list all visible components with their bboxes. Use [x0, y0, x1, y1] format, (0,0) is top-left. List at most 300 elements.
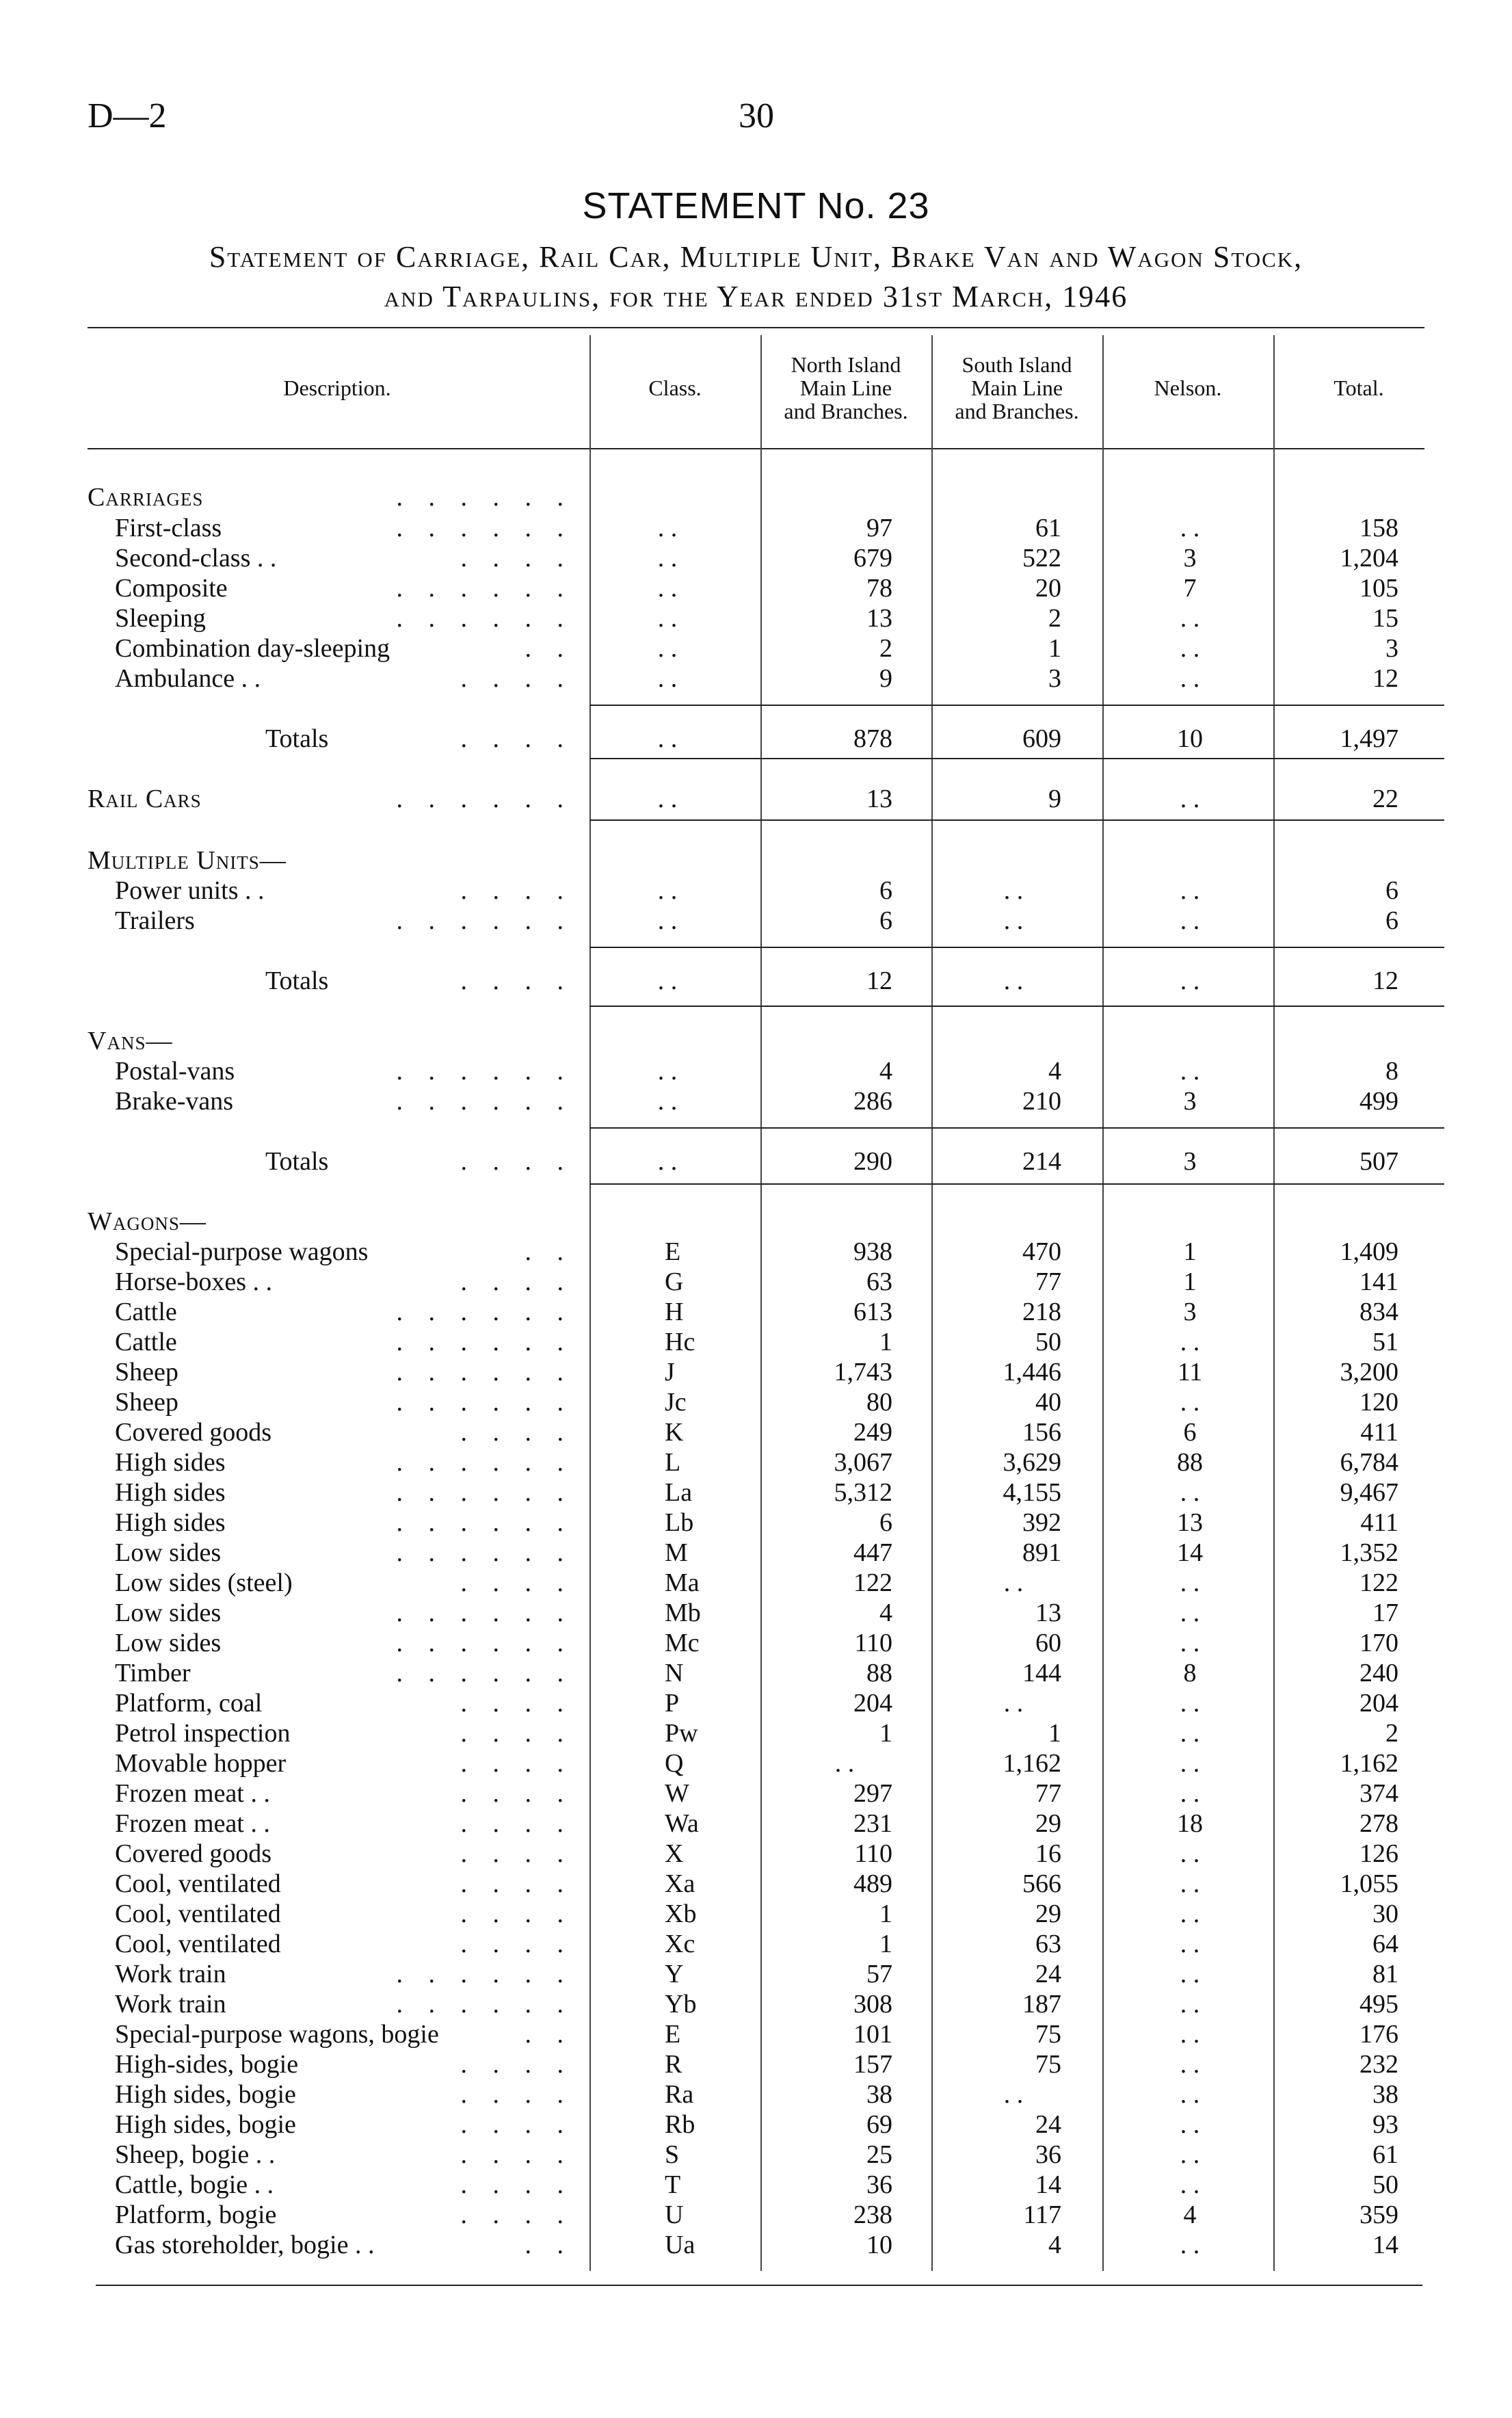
table-row	[0, 1748, 1512, 1778]
table-row	[0, 2110, 1512, 2140]
row-description: Covered goods	[115, 1839, 272, 1868]
table-row	[0, 1959, 1512, 1989]
row-class: Lb	[665, 1508, 694, 1537]
row-description: Trailers	[115, 906, 195, 935]
cell-north-island: 13	[866, 604, 892, 633]
row-description: Cattle	[115, 1298, 177, 1326]
cell-total: 499	[1360, 1087, 1398, 1116]
cell-north-island: 69	[866, 2110, 892, 2139]
row-description: Cattle	[115, 1328, 177, 1356]
row-leader-dots: . . . . . .	[396, 574, 573, 603]
cell-north-island: 1	[879, 1719, 892, 1748]
row-description: Power units . .	[115, 876, 265, 905]
row-class: Pw	[665, 1719, 698, 1748]
table-row	[0, 603, 1512, 633]
row-class: Q	[665, 1749, 684, 1778]
row-class: Y	[665, 1960, 684, 1988]
table-row	[0, 1056, 1512, 1086]
row-leader-dots: . . . .	[460, 1689, 573, 1718]
table-row	[0, 906, 1512, 936]
cell-south-island: 24	[1035, 2110, 1061, 2139]
row-description: Cool, ventilated	[115, 1869, 281, 1898]
cell-total: 507	[1360, 1147, 1398, 1176]
cell-north-island: 110	[854, 1839, 892, 1868]
row-description: Low sides	[115, 1538, 222, 1567]
row-class: Rb	[665, 2110, 695, 2139]
cell-north-island: 80	[866, 1388, 892, 1417]
cell-south-island: 60	[1035, 1629, 1061, 1657]
cell-total: 6	[1385, 906, 1398, 935]
section-heading-row	[0, 1207, 1512, 1237]
row-leader-dots: . .	[525, 2020, 573, 2049]
row-description: Platform, bogie	[115, 2200, 277, 2229]
row-leader-dots: . . . . . .	[396, 1388, 573, 1417]
table-row	[0, 1929, 1512, 1959]
col-header-south-l1: South Island	[961, 352, 1072, 377]
row-class: . .	[657, 876, 678, 905]
cell-total: 278	[1360, 1809, 1398, 1838]
cell-south-island: 14	[1035, 2170, 1061, 2199]
cell-north-island: 489	[853, 1869, 892, 1898]
cell-nelson: 13	[1177, 1508, 1203, 1537]
cell-nelson: . .	[1180, 604, 1200, 633]
cell-total: 3,200	[1340, 1358, 1398, 1387]
cell-south-island: 75	[1035, 2020, 1061, 2049]
cell-south-island: 24	[1035, 1960, 1061, 1988]
row-leader-dots: . . . .	[460, 1568, 573, 1597]
table-row	[0, 1387, 1512, 1417]
row-class: G	[665, 1267, 684, 1296]
table-row	[0, 876, 1512, 906]
cell-nelson: 14	[1177, 1538, 1203, 1567]
cell-south-island: 4,155	[1003, 1478, 1061, 1507]
cell-total: 232	[1360, 2050, 1398, 2079]
row-class: . .	[657, 514, 678, 542]
cell-total: 120	[1360, 1388, 1398, 1417]
col-header-south-island	[931, 353, 1102, 423]
row-class: . .	[657, 1147, 678, 1176]
row-leader-dots: . . . .	[460, 724, 573, 753]
row-description: First-class	[115, 514, 222, 542]
cell-nelson: . .	[1180, 514, 1200, 542]
row-description: High sides	[115, 1478, 226, 1507]
row-description: Low sides (steel)	[115, 1568, 293, 1597]
cell-nelson: . .	[1180, 906, 1200, 935]
cell-south-island: . .	[1003, 876, 1024, 905]
table-row	[0, 513, 1512, 543]
row-class: E	[665, 1237, 681, 1266]
table-top-rule	[88, 327, 1424, 328]
cell-total: 1,055	[1340, 1869, 1398, 1898]
row-leader-dots: . . . .	[460, 1839, 573, 1868]
cell-total: 176	[1360, 2020, 1398, 2049]
row-leader-dots: . . . . . .	[396, 1328, 573, 1356]
row-leader-dots: . . . .	[460, 1869, 573, 1898]
cell-north-island: 38	[866, 2080, 892, 2109]
col-header-description: Description.	[283, 376, 391, 400]
row-class: T	[665, 2170, 681, 2199]
row-class: H	[665, 1298, 684, 1326]
table-row	[0, 2200, 1512, 2230]
col-header-class: Class.	[648, 376, 702, 400]
cell-nelson: 10	[1177, 724, 1203, 753]
row-description: Totals	[265, 1147, 329, 1176]
cell-nelson: 11	[1177, 1358, 1203, 1387]
cell-nelson: 7	[1183, 574, 1197, 603]
table-row	[0, 1839, 1512, 1869]
cell-total: 141	[1360, 1267, 1398, 1296]
cell-south-island: 63	[1035, 1930, 1061, 1958]
row-leader-dots: . . . . . .	[396, 1478, 573, 1507]
cell-total: 122	[1360, 1568, 1398, 1597]
col-header-north-island	[760, 353, 931, 423]
cell-nelson: . .	[1180, 1689, 1200, 1718]
cell-nelson: . .	[1180, 2080, 1200, 2109]
cell-north-island: 36	[866, 2170, 892, 2199]
table-row	[0, 1477, 1512, 1508]
table-row	[0, 543, 1512, 573]
row-leader-dots: . . . .	[460, 1749, 573, 1778]
cell-total: 170	[1360, 1629, 1398, 1657]
cell-total: 30	[1372, 1900, 1398, 1928]
cell-north-island: 4	[879, 1057, 892, 1086]
row-leader-dots: . .	[525, 634, 573, 663]
row-description: Ambulance . .	[115, 664, 261, 693]
row-description: Multiple Units—	[88, 846, 287, 875]
table-row	[0, 633, 1512, 663]
cell-total: 6,784	[1340, 1448, 1398, 1477]
section-heading-row	[0, 482, 1512, 512]
cell-south-island: 1	[1048, 1719, 1061, 1748]
cell-north-island: 231	[853, 1809, 892, 1838]
totals-row	[0, 1146, 1512, 1177]
row-leader-dots: . . . .	[460, 876, 573, 905]
cell-north-island: 249	[853, 1418, 892, 1447]
cell-nelson: . .	[1180, 1568, 1200, 1597]
cell-south-island: 156	[1022, 1418, 1061, 1447]
row-class: Mb	[665, 1599, 701, 1627]
row-description: Platform, coal	[115, 1689, 263, 1718]
row-leader-dots: . . . .	[460, 1267, 573, 1296]
cell-south-island: . .	[1003, 967, 1024, 995]
row-leader-dots: . . . .	[460, 2200, 573, 2229]
table-row	[0, 2079, 1512, 2110]
cell-total: 204	[1360, 1689, 1398, 1718]
cell-nelson: . .	[1180, 2020, 1200, 2049]
row-leader-dots: . . . .	[460, 2050, 573, 2079]
cell-total: 38	[1372, 2080, 1398, 2109]
cell-nelson: 88	[1177, 1448, 1203, 1477]
row-description: Low sides	[115, 1599, 222, 1627]
row-leader-dots: . . . .	[460, 2110, 573, 2139]
cell-nelson: 3	[1183, 1147, 1197, 1176]
table-row	[0, 1447, 1512, 1477]
row-description: Petrol inspection	[115, 1719, 291, 1748]
cell-north-island: . .	[834, 1749, 855, 1778]
cell-south-island: 77	[1035, 1779, 1061, 1808]
cell-nelson: 4	[1183, 2200, 1197, 2229]
cell-south-island: 1,446	[1003, 1358, 1061, 1387]
cell-north-island: 12	[866, 967, 892, 995]
cell-total: 1,162	[1340, 1749, 1398, 1778]
cell-nelson: 1	[1183, 1237, 1197, 1266]
row-description: Rail Cars	[88, 785, 202, 813]
row-description: Gas storeholder, bogie . .	[115, 2231, 375, 2259]
cell-total: 15	[1372, 604, 1398, 633]
cell-total: 1,204	[1340, 544, 1398, 573]
table-row	[0, 2170, 1512, 2200]
cell-nelson: 3	[1183, 1087, 1197, 1116]
cell-total: 64	[1372, 1930, 1398, 1958]
cell-nelson: . .	[1180, 785, 1200, 813]
row-leader-dots: . . . .	[460, 2140, 573, 2169]
cell-total: 3	[1385, 634, 1398, 663]
table-row	[0, 2019, 1512, 2049]
cell-north-island: 157	[853, 2050, 892, 2079]
row-class: E	[665, 2020, 681, 2049]
cell-nelson: . .	[1180, 1990, 1200, 2019]
row-class: . .	[657, 906, 678, 935]
cell-south-island: . .	[1003, 1568, 1024, 1597]
row-class: X	[665, 1839, 684, 1868]
cell-south-island: 16	[1035, 1839, 1061, 1868]
table-bottom-rule	[96, 2285, 1422, 2286]
row-class: Xa	[665, 1869, 695, 1898]
cell-south-island: 3,629	[1003, 1448, 1061, 1477]
cell-south-island: 187	[1022, 1990, 1061, 2019]
row-description: Sheep, bogie . .	[115, 2140, 276, 2169]
cell-nelson: . .	[1180, 1328, 1200, 1356]
cell-north-island: 25	[866, 2140, 892, 2169]
cell-total: 411	[1360, 1418, 1398, 1447]
cell-nelson: 8	[1183, 1659, 1197, 1687]
row-class: P	[665, 1689, 680, 1718]
row-class: L	[665, 1448, 681, 1477]
row-class: Wa	[665, 1809, 699, 1838]
table-row	[0, 1778, 1512, 1809]
row-leader-dots: . .	[525, 1237, 573, 1266]
cell-north-island: 88	[866, 1659, 892, 1687]
row-class: Jc	[665, 1388, 687, 1417]
cell-total: 240	[1360, 1659, 1398, 1687]
row-class: M	[665, 1538, 688, 1567]
row-class: Xc	[665, 1930, 695, 1958]
cell-north-island: 308	[853, 1990, 892, 2019]
cell-total: 105	[1360, 574, 1398, 603]
cell-north-island: 57	[866, 1960, 892, 1988]
cell-north-island: 878	[853, 724, 892, 753]
row-leader-dots: . . . . . .	[396, 1538, 573, 1567]
table-row	[0, 663, 1512, 694]
row-description: Totals	[265, 967, 329, 995]
cell-north-island: 1,743	[834, 1358, 892, 1387]
cell-south-island: 13	[1035, 1599, 1061, 1627]
cell-south-island: 1,162	[1003, 1749, 1061, 1778]
row-leader-dots: . . . . . .	[396, 906, 573, 935]
page-number: 30	[739, 96, 774, 135]
row-description: Frozen meat . .	[115, 1779, 270, 1808]
cell-nelson: . .	[1180, 2170, 1200, 2199]
cell-north-island: 10	[866, 2231, 892, 2259]
cell-nelson: . .	[1180, 1629, 1200, 1657]
row-class: La	[665, 1478, 693, 1507]
cell-south-island: 77	[1035, 1267, 1061, 1296]
cell-south-island: 29	[1035, 1809, 1061, 1838]
row-leader-dots: . . . .	[460, 1900, 573, 1928]
table-row	[0, 1688, 1512, 1718]
row-leader-dots: . .	[525, 2231, 573, 2259]
row-description: Cool, ventilated	[115, 1930, 281, 1958]
cell-nelson: . .	[1180, 1779, 1200, 1808]
row-leader-dots: . . . . . .	[396, 1629, 573, 1657]
row-leader-dots: . . . .	[460, 1418, 573, 1447]
cell-nelson: . .	[1180, 1749, 1200, 1778]
cell-nelson: . .	[1180, 1960, 1200, 1988]
cell-total: 158	[1360, 514, 1398, 542]
cell-south-island: 1	[1048, 634, 1061, 663]
cell-nelson: . .	[1180, 876, 1200, 905]
cell-south-island: 3	[1048, 664, 1061, 693]
header-bottom-rule	[88, 448, 1424, 449]
cell-total: 8	[1385, 1057, 1398, 1086]
cell-nelson: 1	[1183, 1267, 1197, 1296]
row-class: S	[665, 2140, 680, 2169]
row-description: Cool, ventilated	[115, 1900, 281, 1928]
totals-rule	[589, 819, 1444, 821]
cell-north-island: 6	[879, 876, 892, 905]
table-row	[0, 1297, 1512, 1327]
row-class: Hc	[665, 1328, 695, 1356]
table-row	[0, 2049, 1512, 2079]
cell-total: 17	[1372, 1599, 1398, 1627]
cell-nelson: . .	[1180, 2110, 1200, 2139]
cell-south-island: . .	[1003, 2080, 1024, 2109]
cell-nelson: 3	[1183, 544, 1197, 573]
col-header-north-l2: Main Line	[799, 376, 892, 400]
row-class: R	[665, 2050, 682, 2079]
row-description: Second-class . .	[115, 544, 277, 573]
cell-nelson: 3	[1183, 1298, 1197, 1326]
statement-number: STATEMENT No. 23	[582, 185, 930, 226]
cell-north-island: 6	[879, 906, 892, 935]
row-description: Cattle, bogie . .	[115, 2170, 274, 2199]
table-row	[0, 1267, 1512, 1297]
cell-north-island: 6	[879, 1508, 892, 1537]
totals-rule	[589, 1183, 1444, 1185]
cell-north-island: 110	[854, 1629, 892, 1657]
cell-north-island: 4	[879, 1599, 892, 1627]
table-row	[0, 784, 1512, 814]
cell-south-island: 40	[1035, 1388, 1061, 1417]
row-description: Timber	[115, 1659, 191, 1687]
row-class: . .	[657, 1087, 678, 1116]
cell-north-island: 1	[879, 1900, 892, 1928]
table-row	[0, 1327, 1512, 1357]
cell-south-island: 29	[1035, 1900, 1061, 1928]
cell-nelson: . .	[1180, 1869, 1200, 1898]
cell-south-island: 470	[1022, 1237, 1061, 1266]
cell-north-island: 286	[853, 1087, 892, 1116]
row-class: Mc	[665, 1629, 700, 1657]
row-class: K	[665, 1418, 684, 1447]
col-header-north-l3: and Branches.	[784, 399, 908, 423]
table-row	[0, 2230, 1512, 2260]
row-description: Wagons—	[88, 1207, 207, 1236]
cell-south-island: . .	[1003, 1689, 1024, 1718]
cell-total: 14	[1372, 2231, 1398, 2259]
cell-north-island: 297	[853, 1779, 892, 1808]
cell-total: 359	[1360, 2200, 1398, 2229]
row-description: Composite	[115, 574, 228, 603]
cell-total: 12	[1372, 664, 1398, 693]
cell-total: 834	[1360, 1298, 1398, 1326]
row-description: High sides	[115, 1508, 226, 1537]
row-class: . .	[657, 634, 678, 663]
cell-south-island: 144	[1022, 1659, 1061, 1687]
cell-south-island: 891	[1022, 1538, 1061, 1567]
table-row	[0, 1989, 1512, 2019]
cell-north-island: 1	[879, 1930, 892, 1958]
row-description: Sleeping	[115, 604, 206, 633]
cell-nelson: . .	[1180, 664, 1200, 693]
cell-north-island: 3,067	[834, 1448, 892, 1477]
cell-total: 1,409	[1340, 1237, 1398, 1266]
table-row	[0, 2140, 1512, 2170]
cell-north-island: 5,312	[834, 1478, 892, 1507]
row-class: . .	[657, 785, 678, 813]
row-class: Ma	[665, 1568, 700, 1597]
cell-south-island: 117	[1023, 2200, 1061, 2229]
cell-south-island: 2	[1048, 604, 1061, 633]
row-leader-dots: . . . . . .	[396, 1659, 573, 1687]
row-class: . .	[657, 967, 678, 995]
cell-north-island: 204	[853, 1689, 892, 1718]
table-row	[0, 1598, 1512, 1628]
row-class: . .	[657, 664, 678, 693]
row-description: Work train	[115, 1960, 226, 1988]
col-header-north-l1: North Island	[791, 352, 901, 377]
col-header-south-l2: Main Line	[970, 376, 1063, 400]
row-leader-dots: . . . .	[460, 1779, 573, 1808]
col-header-nelson: Nelson.	[1154, 376, 1222, 400]
cell-south-island: 36	[1035, 2140, 1061, 2169]
row-description: Low sides	[115, 1629, 222, 1657]
row-class: J	[665, 1358, 675, 1387]
cell-nelson: . .	[1180, 2050, 1200, 2079]
cell-north-island: 290	[853, 1147, 892, 1176]
cell-south-island: 609	[1022, 724, 1061, 753]
cell-total: 6	[1385, 876, 1398, 905]
table-row	[0, 1508, 1512, 1538]
cell-nelson: . .	[1180, 967, 1200, 995]
cell-south-island: 20	[1035, 574, 1061, 603]
cell-south-island: 50	[1035, 1328, 1061, 1356]
cell-total: 411	[1360, 1508, 1398, 1537]
row-leader-dots: . . . . . .	[396, 1599, 573, 1627]
table-row	[0, 1568, 1512, 1598]
cell-north-island: 238	[853, 2200, 892, 2229]
cell-nelson: . .	[1180, 1839, 1200, 1868]
cell-north-island: 2	[879, 634, 892, 663]
row-class: Ua	[665, 2231, 695, 2259]
cell-north-island: 1	[879, 1328, 892, 1356]
section-heading-row	[0, 845, 1512, 876]
totals-rule	[589, 705, 1444, 706]
cell-total: 81	[1372, 1960, 1398, 1988]
cell-south-island: 392	[1022, 1508, 1061, 1537]
row-description: Combination day-sleeping	[115, 634, 390, 663]
totals-rule	[589, 1127, 1444, 1129]
